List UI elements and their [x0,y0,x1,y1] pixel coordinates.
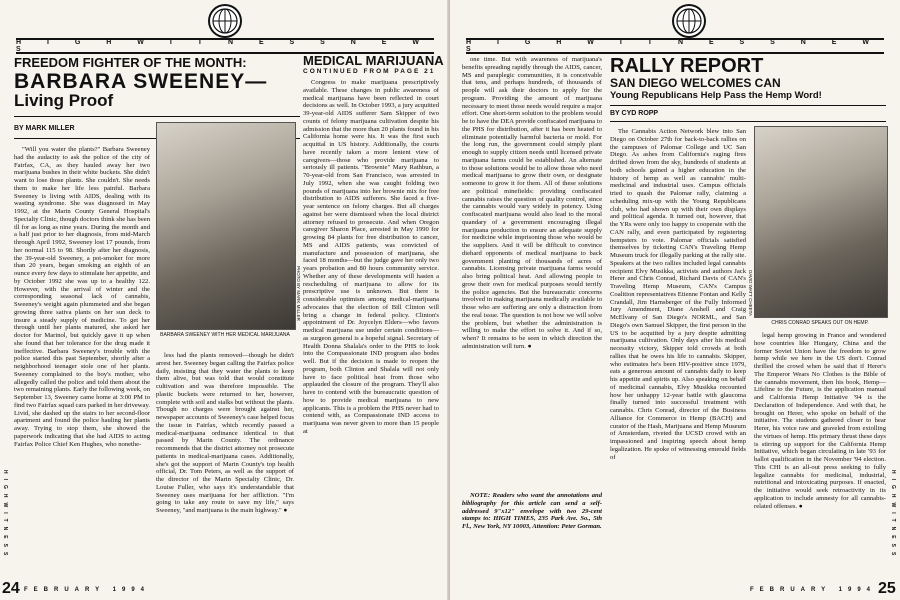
globe-logo-icon [208,4,242,38]
right-page [450,0,900,600]
rally-deck: Young Republicans Help Pass the Hemp Word! [610,90,822,101]
byline: BY CYD ROPP [610,110,659,117]
footer-date: FEBRUARY 1994 [750,587,877,593]
article-column-3: legal hemp growing in France and wondered how countries like Hungary, China and the former Soviet Union have the freedom to grow hemp while we here in the US don't. Conrad thrilled the crowd when he said that if Herer's The Emperor Wears No Clothes is the Bible of the cannabis movement, then his book, Hemp—Lifeline to the Future, is the application manual and California Hemp Initiative '94 is the Declaration of Independence. And with that, he brought on Herer, who spoke on behalf of the initiative. The students gathered closer to hear Herer, his voice raw and graveled from extolling the virtues of hemp. His primary thrust these days is stirring up support for the California Hemp Initiative, which began circulating in late '93 for ballot qualification in the November '94 election. This CHI is an all-out press seeking to fully legalize cannabis for medicinal, industrial, nutritional and intoxicating purposes. If enacted, the initiative would seek retroactivity in its application to include amnesty for all cannabis-related offenses. ● [754,332,886,510]
photo-caption: CHRIS CONRAD SPEAKS OUT ON HEMP. [771,320,869,326]
reader-note: NOTE: Readers who want the annotations and bibliography for this article can send a self-addressed 9"x12" envelope with two 29-cent stamps to: HIGH TIMES, 235 Park Ave. So., 5th Fl., New York, NY 10003, Attention: Peter Gorman. [462,492,602,530]
rally-subtitle: SAN DIEGO WELCOMES CAN [610,76,781,90]
divider [14,116,300,117]
rally-report-title: RALLY REPORT [610,55,764,77]
header-bar-text: H I G H W I T N E S S N E W S [466,39,882,53]
footer-date: FEBRUARY 1994 [24,587,151,593]
article-column-1: "Will you water the plants?" Barbara Sweeney had the audacity to ask the police of the city of Fairfax, CA, as they hauled away her two marijuana bushes in their white buckets. She didn't want to lose those plants. She couldn't. She needs them to make her life less painful. Barbara Sweeney is living with AIDS, dealing with its wasting syndrome. She was diagnosed in May 1992, at the Marin County General Hospital's Specialty Clinic, though doctors think she has been ill for as long as nine years. During the month and a half just prior to her diagnosis, from mid-March through April 1992, Sweeney lost 17 pounds, from her normal 115 to 98. Shortly after her diagnosis, the 39-year-old Sweeney, a pot-smoker for more than 20 years, began smoking an eighth of an ounce every few days to stimulate her appetite, and by October 1992 she was up to a healthy 122. However, with the arrival of winter and the corresponding seasonal lack of cannabis, Sweeney's weight again plummeted and she began growing three sativa plants on her sun deck to insure a steady supply of medicine. To get her through until her plants matured, she asked her doctor for Marinol, but quickly gave it up when she found that her tolerance for the drug made it ineffective. Barbara Sweeney's trouble with the police started this past September, shortly after a neighborhood teenager stole one of her plants. Sweeney complained to the boy's mother, who allegedly called the police and told them about the two remaining plants. Early the following week, on September 13, Sweeney came home at 3:00 PM to find two Fairfax squad cars parked in her driveway. Livid, she dashed up the stairs to her second-floor apartment and found the police hauling her plants away. Trying to stop them, she showed the paperwork indicating that she had AIDS to acting Fairfax Police Chief Ken Hughes, who nonethe- [14,146,150,448]
medical-marijuana-title: MEDICAL MARIJUANA [303,53,444,68]
article-column-2: less had the plants removed—though he didn't arrest her. Sweeney began calling the Fairfax police daily, insisting that they water the plants to keep them alive, but was told that would constitute cultivation and was therefore impossible. The plastic buckets were returned to her, however, complete with soil and stalks but without the plants. Though no charges were brought against her, newspaper accounts of Sweeney's case helped focus the issue in Fairfax, which recently passed a medical-marijuana ordinance identical to that passed by Marin County. The ordinance recommends that the district attorney not prosecute patients in medical-marijuana cases. Additionally, she's got the support of Marin County's top health official, Dr. Tom Peters, as well as the support of the director of the Marin Specialty Clinic, Dr. Louise Fuller, who says it's understandable that Sweeney uses marijuana for her affliction. "I'm going to take any route to save my life," says Sweeney, "and marijuana is the main highway." ● [156,352,294,514]
side-label: HIGHWITNESS [890,470,896,561]
divider [610,105,886,106]
side-label: HIGHWITNESS [2,470,8,561]
article-column-3: Congress to make marijuana prescriptively available. These changes in public awareness of medical marijuana have been reflected in court decisions as well. In October 1993, a jury acquitted 39-year-old AIDS sufferer Sam Skipper of two counts of felony marijuana cultivation despite his admission that the more than 20 plants found in his California home were his. It was the first such acquittal in US history. Additionally, the courts have recently taken a more lenient view of caregivers—those who provide marijuana to seriously ill patients. "Brownie" Mary Rathbun, a 70-year-old from San Francisco, was arrested in July 1992, when she was caught folding two pounds of marijuana into her brownie mix for free distribution to AIDS sufferers. She faced a five-year sentence on felony charges. But all charges against her were dismissed when the local district attorney refused to prosecute. And when Oregon caregiver Sharon Place, arrested in May 1990 for growing 84 plants for free distribution to cancer, MS and AIDS patients, was convicted of manufacture and possession of marijuana, she faced 18 months—but the judge gave her only two years probation and 80 hours community service. Whether any of these developments will hasten a rescheduling of marijuana to allow for its prescriptive use is unknown. But there is considerable optimism among medical-marijuana advocates that the election of Bill Clinton will bring a change in federal policy. Clinton's appointment of Dr. Joycelyn Elders—who favors medical marijuana use under certain conditions—as surgeon general is a hopeful signal. Secretary of Health Donna Shalala's order to the PHS to look into the Compassionate IND program also bodes well. But if the decision is made to reopen the program, both Clinton and Shalala will not only have to face political heat from those who applauded the closure of the program. They'll also have to contend with the bureaucratic question of how to provide medical marijuana to new applicants. This is a problem the PHS never had to contend with, as Compassionate IND access to marijuana was never given to more than 15 people at [303,79,439,435]
article-column-2: The Cannabis Action Network blew into San Diego on October 27th for back-to-back rallies on the campuses of Palomar College and UC San Diego. As ashes from California's raging fires drifted down from the sky, hundreds of students at both schools gained a higher education in the history of hemp as well as cannabis' multi-medicinal and industrial uses. Campus officials tried to quash the Palomar rally, claiming a scheduling mix-up with the Young Republicans club, who had shown up with their own displays and political agenda. It turned out, however, that the YRs were only too happy to cooperate with the CAN rally, and even participated by registering hempsters to vote. Palomar officials satisfied themselves by ticketing CAN's Traveling Hemp Museum truck for illegally parking at the rally site. Speakers at the two rallies included legal cannabis recipient Elvy Musikka, activists and authors Jack Herer and Chris Conrad, Richard Davis of CAN's Traveling Hemp Museum, CAN's Campus Coalition representatives Etienne Fontan and Kelly Crandall, Jim Harnsberger of the Fully Informed Jury Amendment, Diane Anshell and Craig McElvany of San Diego's NORML, and San Diego's own Samuel Skipper, the first person in the US to be acquitted by a jury despite admitting marijuana cultivation. Only days after his medical necessity victory, Skipper told crowds at both rallies that he owes his life to cannabis. Skipper, who estimates he's been HIV-positive since 1979, eats a generous amount of cannabis daily to keep his appetite and spirits up. Also speaking on behalf of medicinal cannabis, Elvy Musikka recounted how her unhappy 12-year battle with glaucoma finally turned into successful treatment with cannabis. Chris Conrad, director of the Business Alliance for Commerce in Hemp (BACH) and curator of the Hash, Marijuana and Hemp Museum of Amsterdam, riveted the UCSD crowd with an impassioned and inspiring speech about hemp legalization. He spoke of witnessing emerald fields of [610,128,746,461]
continued-label: CONTINUED FROM PAGE 21 [303,68,436,75]
byline: BY MARK MILLER [14,125,75,132]
header-bar [466,38,884,54]
page-number: 25 [878,580,896,597]
photo-credit: PHOTO BY MARK MILLER [296,266,301,321]
photo-credit: DAVID WATT CHEETA [748,270,753,317]
divider [610,121,886,122]
photo-chris-conrad [754,126,888,318]
globe-logo-icon [672,4,706,38]
article-column-1: one time. But with awareness of marijuana's benefits spreading rapidly through the AIDS, cancer, MS and paraplegic communities, it is conceivable that tens, and perhaps hundreds, of thousands of people will ask their doctors to apply for the program. Providing the amount of marijuana necessary to meet those needs would require a major effort. One short-term solution to the problem would be to have the DEA provide confiscated marijuana to the PHS for distribution, after it has been heated to eliminate potentially harmful bacteria or mold. For the long run, the government could simply plant enough to supply citizen needs until licensed private marijuana farms could be established. An alternate to those solutions would be to allow those who need medical marijuana to grow their own, or designate someone to grow it for them. All of these solutions are political minefields: providing confiscated cannabis raises the question of quality control, since the cannabis would vary widely in potency. Using confiscated marijuana would also lead to the moral quandary of a government encouraging illegal marijuana production to ensure an adequate supply for medicine while imprisoning those who would be the suppliers. And it will be difficult to convince diehard opponents of medical marijuana to back government planting of thousands of acres of cannabis. Licensing private marijuana farms would also bring political heat. And allowing people to grow their own for medical purposes would terrify the police agencies. But the bureaucratic concerns involved in making marijuana medically available to those who are suffering are only a distraction from the real issue. The question is not how we will solve the problem, but whether the administration is willing to make the effort to solve it. And if so, when? It remains to be seen in which direction the administration will turn. ● [462,56,602,350]
page-number: 24 [2,580,20,597]
photo-caption: BARBARA SWEENEY WITH HER MEDICAL MARIJUANA [160,332,290,338]
article-title-line1: BARBARA SWEENEY— [14,70,268,93]
header-bar-text: H I G H W I T N E S S N E W S [16,39,432,53]
kicker: FREEDOM FIGHTER OF THE MONTH: [14,55,247,70]
photo-barbara-sweeney [156,122,296,330]
header-bar [16,38,434,54]
article-title-line2: Living Proof [14,91,114,110]
